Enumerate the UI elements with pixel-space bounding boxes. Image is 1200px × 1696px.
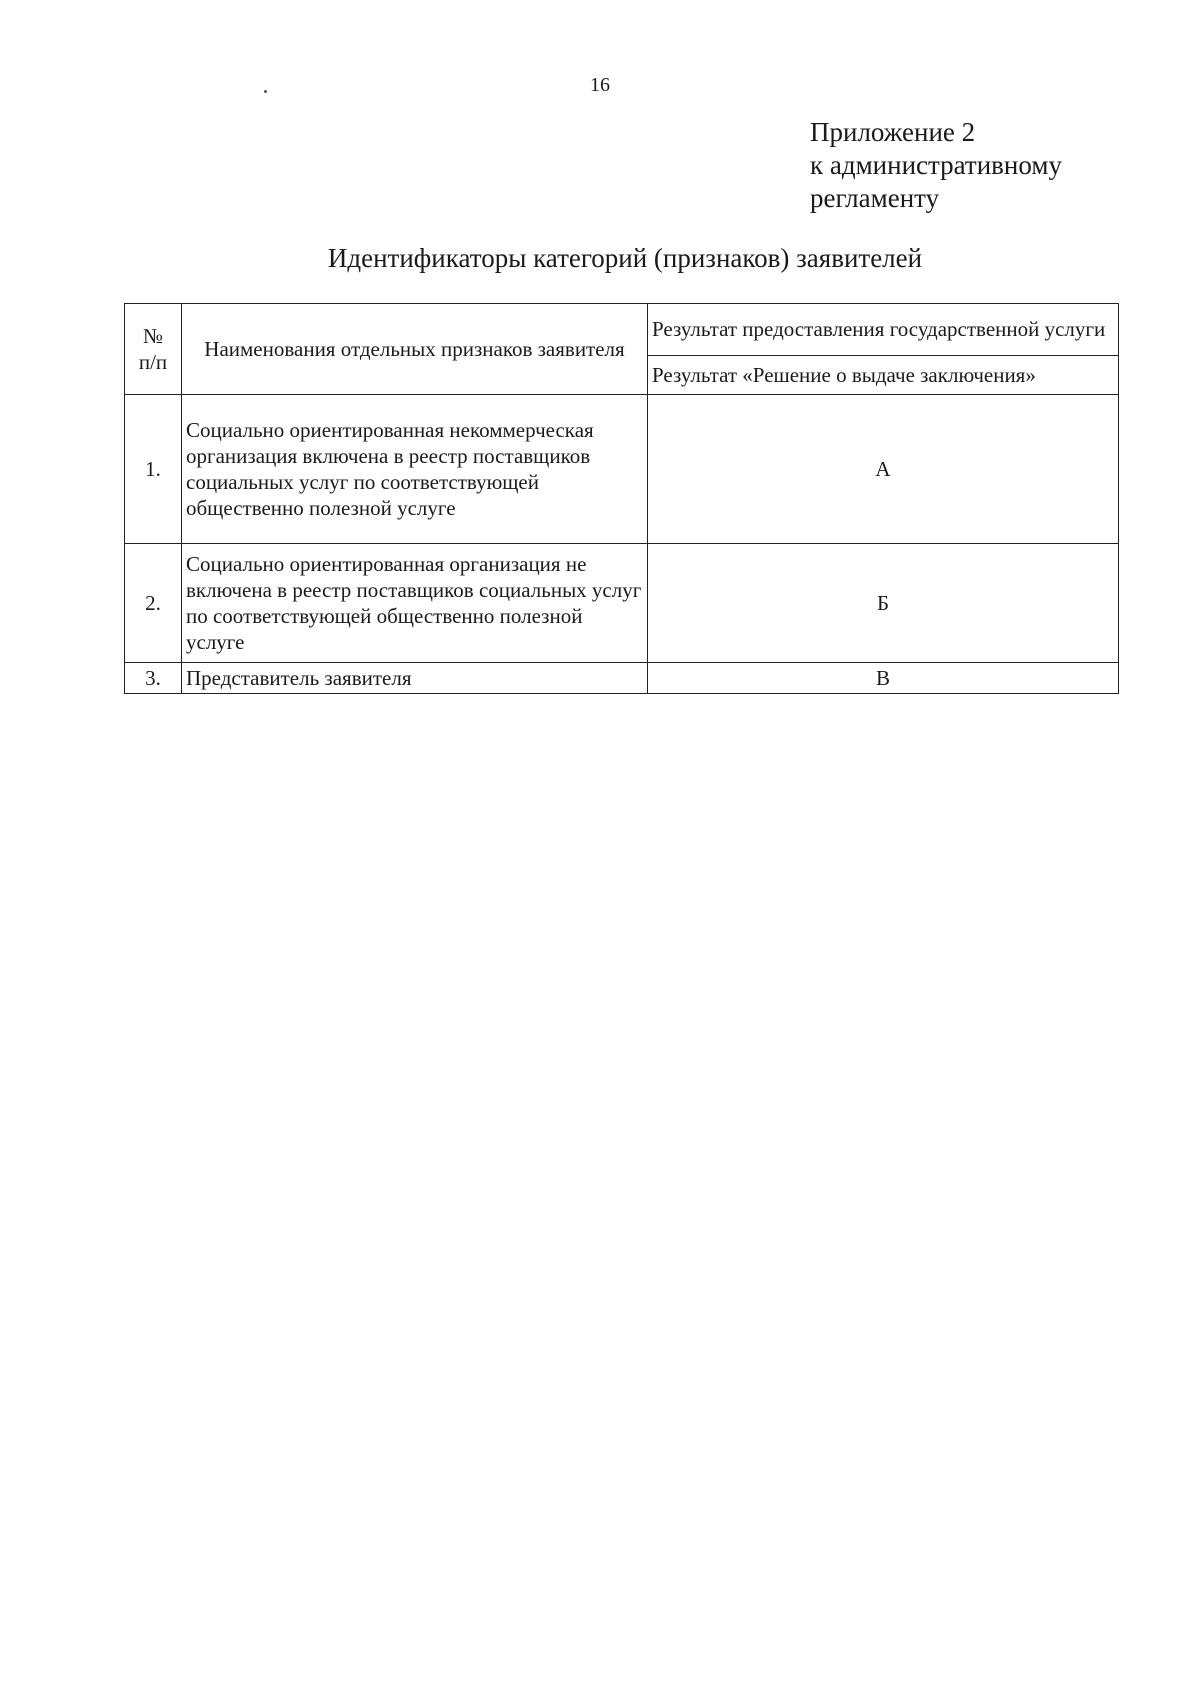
document-title: Идентификаторы категорий (признаков) заявителей <box>327 243 923 273</box>
row-number: 1. <box>125 395 182 544</box>
row-result-id: В <box>648 663 1119 694</box>
appendix-label <box>810 116 1062 215</box>
row-category-name: Социально ориентированная организация не включена в реестр поставщиков социальных услуг по соответствующей общественно полезной услуге <box>182 544 648 663</box>
table-row <box>125 544 1119 663</box>
row-number: 2. <box>125 544 182 663</box>
appendix-line: регламенту <box>810 183 940 213</box>
table-header-row <box>125 304 1119 356</box>
row-result-id: А <box>648 395 1119 544</box>
header-result-sub: Результат «Решение о выдаче заключения» <box>648 355 1119 394</box>
applicant-categories-table <box>124 303 1119 694</box>
row-result-id: Б <box>648 544 1119 663</box>
scan-speck <box>264 90 267 93</box>
appendix-line: Приложение 2 <box>810 117 976 147</box>
row-number: 3. <box>125 663 182 694</box>
header-name: Наименования отдельных признаков заявителя <box>182 304 648 395</box>
header-number-line: № <box>142 324 164 348</box>
header-result-group: Результат предоставления государственной услуги <box>648 304 1119 356</box>
table-row <box>125 395 1119 544</box>
row-category-name: Социально ориентированная некоммерческая организация включена в реестр поставщиков социальных услуг по соответствующей общественно полезной услуге <box>182 395 648 544</box>
table-row <box>125 663 1119 694</box>
header-number <box>125 304 182 395</box>
header-number-line: п/п <box>138 350 168 374</box>
row-category-name: Представитель заявителя <box>182 663 648 694</box>
appendix-line: к административному <box>810 150 1062 180</box>
page-number: 16 <box>590 74 610 96</box>
